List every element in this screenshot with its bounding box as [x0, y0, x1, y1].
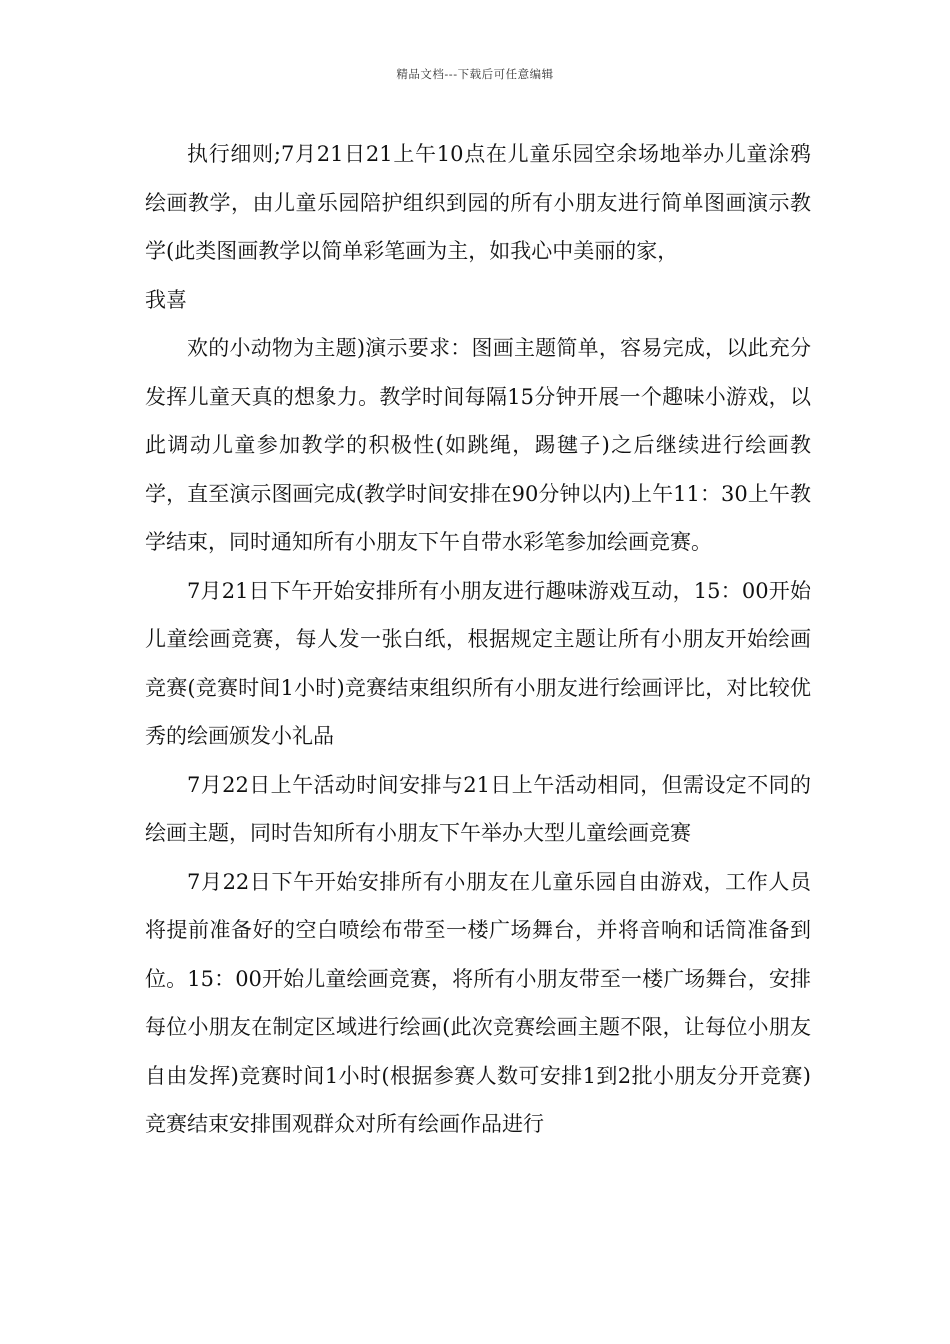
- paragraph-schedule-intro: 执行细则;7月21日21上午10点在儿童乐园空余场地举办儿童涂鸦绘画教学，由儿童乐园陪护组织到园的所有小朋友进行简单图画演示教学(此类图画教学以简单彩笔画为主，如我心中美丽的家，: [145, 142, 811, 263]
- document-body: [145, 130, 811, 1149]
- page-header: 精品文档---下载后可任意编辑: [396, 67, 554, 81]
- paragraph-july21-afternoon: 7月21日下午开始安排所有小朋友进行趣味游戏互动，15：00开始儿童绘画竞赛，每人发一张白纸，根据规定主题让所有小朋友开始绘画竞赛(竞赛时间1小时)竞赛结束组织所有小朋友进行绘画评比，对比较优秀的绘画颁发小礼品: [145, 578, 811, 748]
- paragraph-continuation: 我喜: [145, 287, 187, 312]
- paragraph-july22-afternoon: 7月22日下午开始安排所有小朋友在儿童乐园自由游戏，工作人员将提前准备好的空白喷绘布带至一楼广场舞台，并将音响和话筒准备到位。15：00开始儿童绘画竞赛，将所有小朋友带至一楼广场舞台，安排每位小朋友在制定区域进行绘画(此次竞赛绘画主题不限，让每位小朋友自由发挥)竞赛时间1小时(根据参赛人数可安排1到2批小朋友分开竞赛)竞赛结束安排围观群众对所有绘画作品进行: [145, 869, 811, 1136]
- paragraph-july22-morning: 7月22日上午活动时间安排与21日上午活动相同，但需设定不同的绘画主题，同时告知所有小朋友下午举办大型儿童绘画竞赛: [145, 772, 811, 845]
- paragraph-demo-requirements: 欢的小动物为主题)演示要求：图画主题简单，容易完成，以此充分发挥儿童天真的想象力。教学时间每隔15分钟开展一个趣味小游戏，以此调动儿童参加教学的积极性(如跳绳，踢毽子)之后继续进行绘画教学，直至演示图画完成(教学时间安排在90分钟以内)上午11：30上午教学结束，同时通知所有小朋友下午自带水彩笔参加绘画竞赛。: [145, 336, 811, 554]
